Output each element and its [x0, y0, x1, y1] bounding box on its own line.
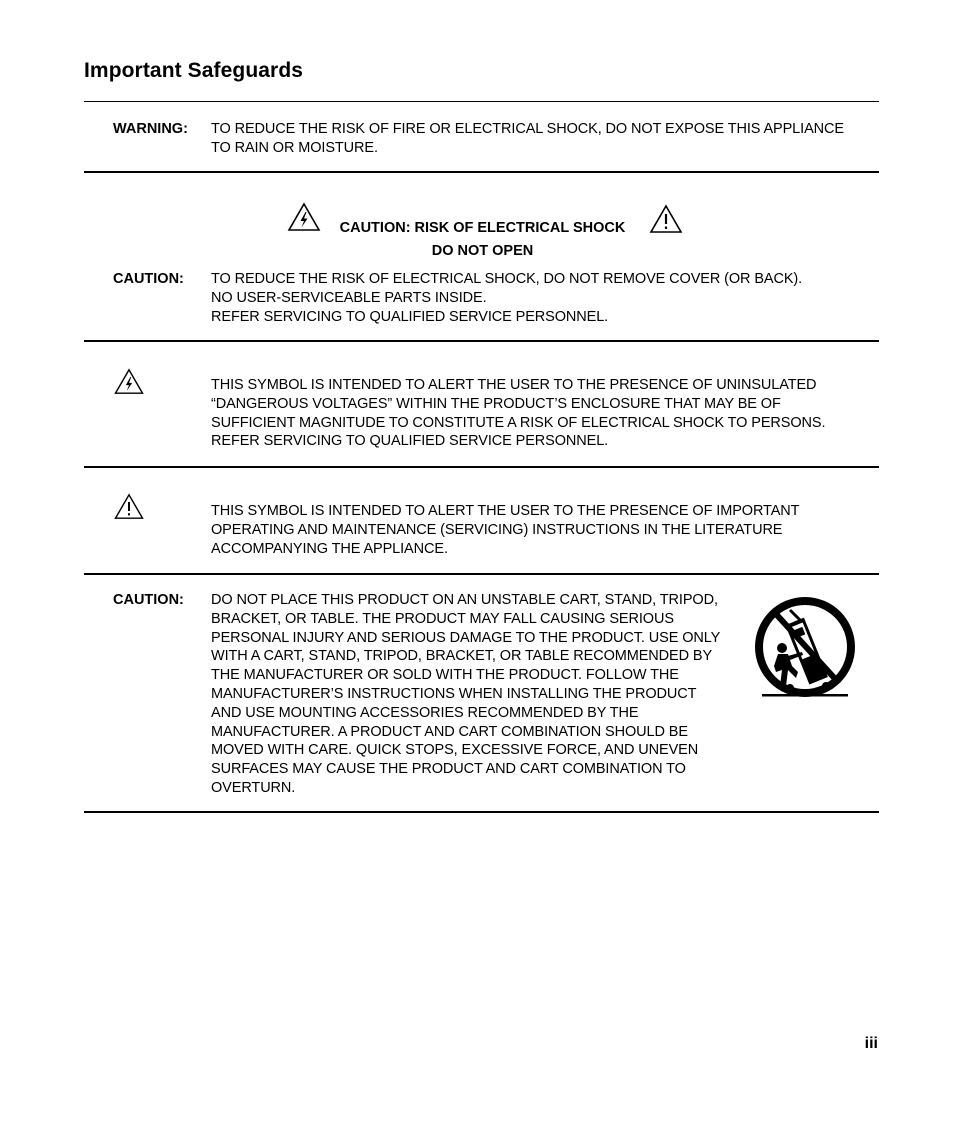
text-line: MOVED WITH CARE. QUICK STOPS, EXCESSIVE FORCE, AND UNEVEN: [211, 742, 699, 759]
text-line: BRACKET, OR TABLE. THE PRODUCT MAY FALL CAUSING SERIOUS: [211, 610, 674, 627]
divider: [84, 573, 879, 575]
text-line: TO REDUCE THE RISK OF FIRE OR ELECTRICAL SHOCK, DO NOT EXPOSE THIS APPLIANCE: [211, 121, 844, 137]
text-line: NO USER-SERVICEABLE PARTS INSIDE.: [211, 289, 487, 306]
exclamation-triangle-icon: [649, 204, 683, 234]
cart-tipover-icon: [752, 596, 858, 702]
text-line: MANUFACTURER. A PRODUCT AND CART COMBINATION SHOULD BE: [211, 723, 688, 740]
text-line: REFER SERVICING TO QUALIFIED SERVICE PERSONNEL.: [211, 433, 609, 450]
caution-label: CAUTION:: [113, 271, 184, 287]
text-line: MANUFACTURER’S INSTRUCTIONS WHEN INSTALLING THE PRODUCT: [211, 685, 697, 702]
page-number: iii: [864, 1035, 878, 1052]
text-line: TO RAIN OR MOISTURE.: [211, 139, 378, 156]
text-line: REFER SERVICING TO QUALIFIED SERVICE PERSONNEL.: [211, 308, 609, 325]
shock-caution-text: [211, 270, 802, 326]
warning-text: [211, 120, 844, 158]
page-title: Important Safeguards: [84, 59, 304, 82]
exclamation-symbol-text: [211, 502, 799, 558]
text-line: THIS SYMBOL IS INTENDED TO ALERT THE USER TO THE PRESENCE OF UNINSULATED: [211, 377, 817, 393]
divider: [84, 171, 879, 173]
warning-label: WARNING:: [113, 121, 188, 137]
text-line: ACCOMPANYING THE APPLIANCE.: [211, 540, 448, 557]
divider: [84, 101, 879, 102]
text-line: OPERATING AND MAINTENANCE (SERVICING) INSTRUCTIONS IN THE LITERATURE: [211, 521, 783, 538]
voltage-symbol-text: [211, 376, 825, 451]
text-line: WITH A CART, STAND, TRIPOD, BRACKET, OR TABLE RECOMMENDED BY: [211, 648, 713, 665]
shock-caution-heading-text: CAUTION: RISK OF ELECTRICAL SHOCK: [339, 220, 626, 236]
text-line: AND USE MOUNTING ACCESSORIES RECOMMENDED BY THE: [211, 704, 639, 721]
text-line: THIS SYMBOL IS INTENDED TO ALERT THE USER TO THE PRESENCE OF IMPORTANT: [211, 503, 800, 519]
text-line: DO NOT PLACE THIS PRODUCT ON AN UNSTABLE CART, STAND, TRIPOD,: [211, 592, 718, 608]
text-line: OVERTURN.: [211, 779, 296, 796]
divider: [84, 811, 879, 813]
text-line: PERSONAL INJURY AND SERIOUS DAMAGE TO THE PRODUCT. USE ONLY: [211, 629, 721, 646]
exclamation-triangle-icon: [113, 493, 145, 520]
divider: [84, 466, 879, 468]
shock-caution-subheading: DO NOT OPEN: [431, 243, 534, 259]
text-line: “DANGEROUS VOLTAGES” WITHIN THE PRODUCT’S ENCLOSURE THAT MAY BE OF: [211, 395, 781, 412]
text-line: THE MANUFACTURER OR SOLD WITH THE PRODUCT. FOLLOW THE: [211, 667, 679, 684]
divider: [84, 340, 879, 342]
text-line: TO REDUCE THE RISK OF ELECTRICAL SHOCK, DO NOT REMOVE COVER (OR BACK).: [211, 271, 803, 287]
caution-label: CAUTION:: [113, 592, 184, 608]
text-line: SUFFICIENT MAGNITUDE TO CONSTITUTE A RISK OF ELECTRICAL SHOCK TO PERSONS.: [211, 414, 826, 431]
text-line: SURFACES MAY CAUSE THE PRODUCT AND CART COMBINATION TO: [211, 761, 686, 778]
lightning-triangle-icon: [113, 368, 145, 395]
cart-caution-text: [211, 591, 720, 798]
